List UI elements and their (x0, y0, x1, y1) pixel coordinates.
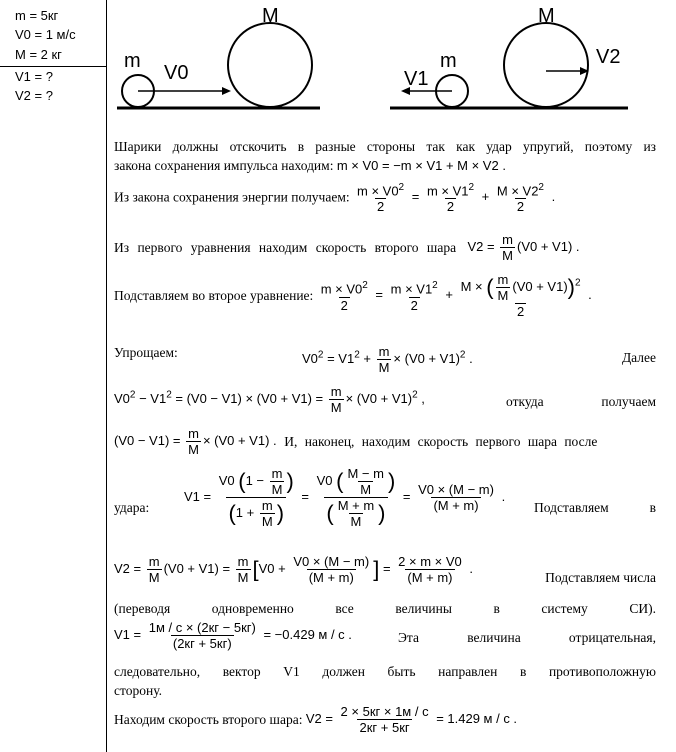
label-M-before: M (262, 5, 279, 27)
v2-eq-line: Из первого уравнения находим скорость второго шара V2 = $\frac{m}{M}$ (V0 + V1) . (114, 232, 580, 263)
para-1b: закона сохранения импульса находим: m × V0 = −m × V1 + M × V2 . (114, 158, 506, 173)
label-m-before: m (124, 50, 141, 72)
v2-formula-line: V2 = $\frac{m}{M}$ (V0 + V1) = $\frac{m}{M}$ [V0 + $\frac{V0 \times (M - m)}{(M + m)}$ ] = $\frac{2 \times m \times V0}{(M + m)}$ . Подставляем числа (114, 554, 656, 585)
label-M-after: M (538, 5, 555, 27)
find-v1: V1 = ? (15, 69, 53, 84)
para-10: (переводя одновременно все величины в систему СИ). (114, 601, 656, 616)
para-12: следовательно, вектор V1 должен быть направлен в противоположную (114, 664, 656, 679)
v0-minus-v1-line: (V0 − V1) = $\frac{m}{M}$ × (V0 + V1) . И, наконец, находим скорость первого шара после (114, 426, 598, 457)
label-m-after: m (440, 50, 457, 72)
page: m = 5кг V0 = 1 м/с M = 2 кг V1 = ? V2 = ? m M V0 m M V1 V2 Шарики должны отскочить в разные стороны так как удар упругий, поэтому из закона сохранения импульса находим: m × V0 = −m × V1 + M × V2 . Из закона сохранения энергии получаем: $\frac{m \times V0^2}{2}$ = $\frac{m \times V1^2}{2}$ + $\frac{M \times V2^2}{2}$ . Из первого уравнения находим скорость второго шара V2 = $\frac{m}{M}$ (V0 + V1) . Подставляем во второе уравнение: $\frac{m \times V0^2}{2}$ = $\frac{m \times V1^2}{2}$ + M × ( $\frac{m}{M}$ (V0 + V1))$^2$ 2 . Упрощаем: $V0^2 = V1^2$ + $\frac{m}{M}$ × $(V0 + V1)^2$ . Далее $V0^2 - V1^2 = (V0 - V1) \times (V0 + V1)$ = $\frac{m}{M}$ × $(V0 + V1)^2$ , откуда получаем (V0 − V1) = $\frac{m}{M}$ × (V0 + V1) . И, наконец, находим скорость первого шара после удара: V1 = V0 (1 − $\frac{m}{M}$ ) (1 + $\frac{m}{M}$ ) = V0 ( $\frac{M - m}{M}$ ) ( $\frac{M + m}{M}$ ) = $\frac{V0 \times (M - m)}{(M + m)}$ . Подставляем в V2 = $\frac{m}{M}$ (V0 + V1) = $\frac{m}{M}$ [V0 + $\frac{V0 \times (M - m)}{(M + m)}$ ] = $\frac{2 \times m \times V0}{(M + m)}$ . Подставляем числа (переводя одновременно все величины в систему СИ). V1 = $\frac{1м / с \times (2кг - 5кг)}{(2кг + 5кг)}$ = −0.429 м / с . Эта величина отрицательная, следовательно, вектор V1 должен быть направлен в противоположную сторону. Находим скорость второго шара: V2 = $\frac{2 \times 5кг \times 1м / с}{2кг + 5кг}$ = 1.429 м / с . (0, 0, 676, 752)
given-mass-m: m = 5кг (15, 8, 59, 23)
v2-numeric-line: Находим скорость второго шара: V2 = $\frac{2 \times 5кг \times 1м / с}{2кг + 5кг}$ = 1.429 м / с . (114, 704, 518, 735)
para-1a: Шарики должны отскочить в разные стороны так как удар упругий, поэтому из (114, 139, 656, 154)
v1-numeric-line: V1 = $\frac{1м / с \times (2кг - 5кг)}{(2кг + 5кг)}$ = −0.429 м / с . Эта величина отрицательная, (114, 620, 656, 651)
label-v0: V0 (164, 62, 189, 84)
energy-eq-line: Из закона сохранения энергии получаем: $\frac{m \times V0^2}{2}$ = $\frac{m \times V1^2}{2}$ + $\frac{M \times V2^2}{2}$ . (114, 182, 556, 215)
simplify-line: Упрощаем: $V0^2 = V1^2$ + $\frac{m}{M}$ × $(V0 + V1)^2$ . Далее (114, 344, 656, 375)
label-v1: V1 (404, 68, 429, 90)
para-13: сторону. (114, 683, 162, 698)
find-v2: V2 = ? (15, 88, 53, 103)
given-velocity-v0: V0 = 1 м/с (15, 27, 76, 42)
diff-squares-line: $V0^2 - V1^2 = (V0 - V1) \times (V0 + V1)$ = $\frac{m}{M}$ × $(V0 + V1)^2$ , откуда получаем (114, 384, 656, 415)
label-v2: V2 (596, 46, 621, 68)
collision-figure (0, 0, 676, 125)
given-mass-M: M = 2 кг (15, 47, 62, 62)
substitution-line: Подставляем во второе уравнение: $\frac{m \times V0^2}{2}$ = $\frac{m \times V1^2}{2}$ + M × ( $\frac{m}{M}$ (V0 + V1))$^2$ 2 . (114, 272, 592, 319)
